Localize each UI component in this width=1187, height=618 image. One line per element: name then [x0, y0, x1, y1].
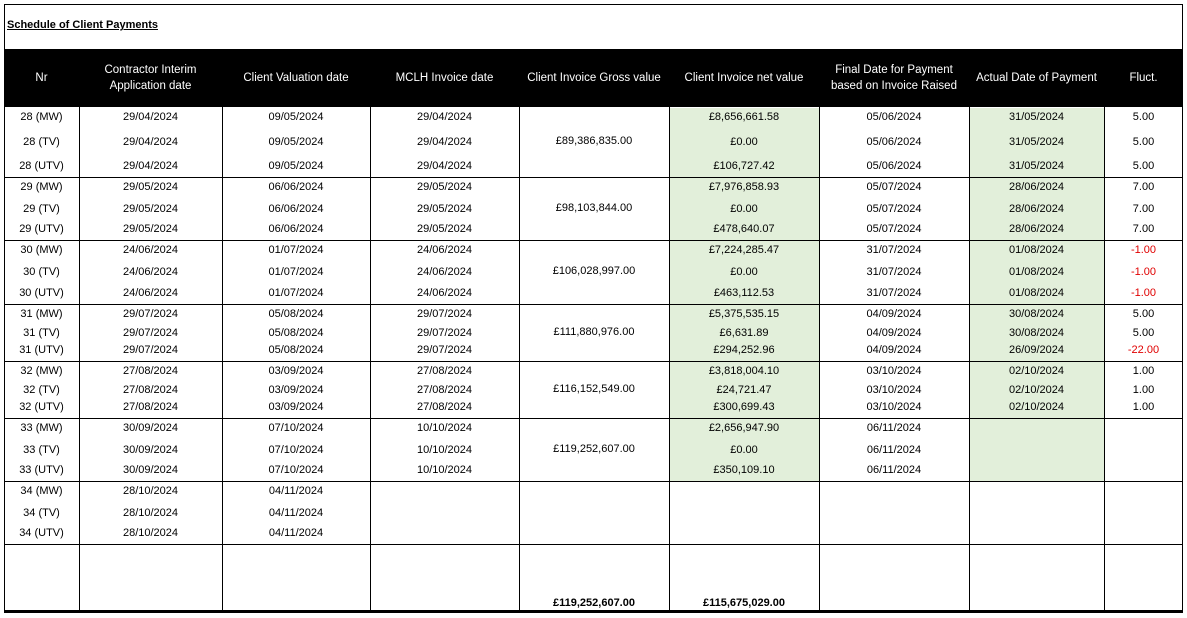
cell-net: £0.00	[730, 202, 758, 215]
cell-app: 29/04/2024	[122, 111, 179, 123]
cell-actual: 28/06/2024	[1008, 181, 1065, 193]
cell-final: 03/10/2024	[866, 401, 922, 413]
cell-final: 31/07/2024	[866, 287, 922, 299]
cell-val: 07/10/2024	[268, 422, 324, 434]
cell-nr: 33 (UTV)	[19, 464, 64, 476]
cell-net: £7,976,858.93	[708, 181, 780, 193]
cell-inv: 29/05/2024	[416, 181, 473, 193]
header-app: Contractor Interim Application date	[104, 64, 197, 92]
cell-fluct: 1.00	[1132, 365, 1155, 377]
cell-val: 03/09/2024	[268, 383, 324, 396]
cell-fluct: 5.00	[1132, 111, 1155, 123]
cell-val: 07/10/2024	[268, 464, 324, 476]
cell-fluct: 7.00	[1132, 202, 1155, 215]
cell-actual: 28/06/2024	[1008, 202, 1065, 215]
cell-fluct: 7.00	[1132, 181, 1155, 193]
row-divider	[4, 240, 1183, 241]
cell-val: 04/11/2024	[268, 485, 324, 497]
cell-net: £6,631.89	[719, 326, 769, 339]
cell-net: £2,656,947.90	[708, 422, 780, 434]
cell-inv: 29/05/2024	[416, 202, 473, 215]
cell-actual: 02/10/2024	[1008, 365, 1065, 377]
cell-nr: 30 (TV)	[23, 266, 60, 278]
cell-app: 27/08/2024	[122, 383, 179, 396]
cell-final: 05/07/2024	[866, 181, 922, 193]
cell-actual: 02/10/2024	[1008, 383, 1065, 396]
cell-fluct: 5.00	[1132, 160, 1155, 172]
cell-val: 01/07/2024	[268, 287, 324, 299]
cell-app: 27/08/2024	[122, 365, 179, 377]
total-gross: £119,252,607.00	[553, 597, 635, 609]
cell-nr: 28 (TV)	[23, 136, 60, 148]
cell-net: £3,818,004.10	[708, 365, 780, 377]
row-divider	[4, 304, 1183, 305]
cell-gross: £98,103,844.00	[555, 201, 633, 214]
cell-actual: 31/05/2024	[1008, 111, 1065, 123]
cell-net: £5,375,535.15	[708, 308, 780, 320]
cell-app: 29/07/2024	[122, 344, 179, 356]
cell-net: £24,721.47	[716, 383, 772, 396]
cell-actual: 30/08/2024	[1008, 308, 1065, 320]
cell-final: 31/07/2024	[866, 244, 922, 256]
header-net: Client Invoice net value	[684, 72, 804, 84]
cell-nr: 32 (TV)	[23, 383, 60, 396]
cell-app: 30/09/2024	[122, 464, 179, 476]
cell-nr: 33 (MW)	[20, 422, 63, 434]
total-net: £115,675,029.00	[703, 597, 785, 609]
cell-inv: 10/10/2024	[416, 464, 473, 476]
cell-val: 05/08/2024	[268, 308, 324, 320]
cell-app: 24/06/2024	[122, 287, 179, 299]
cell-final: 04/09/2024	[866, 308, 922, 320]
cell-app: 24/06/2024	[122, 244, 179, 256]
sheet-title: Schedule of Client Payments	[7, 19, 158, 31]
header-val: Client Valuation date	[243, 72, 349, 84]
table-bottom-rule	[4, 610, 1183, 612]
cell-nr: 32 (UTV)	[19, 401, 64, 413]
cell-gross: £89,386,835.00	[555, 135, 633, 147]
cell-inv: 27/08/2024	[416, 383, 473, 396]
cell-final: 04/09/2024	[866, 344, 922, 356]
cell-val: 09/05/2024	[268, 136, 324, 148]
cell-fluct: -1.00	[1130, 244, 1157, 256]
header-final: Final Date for Payment based on Invoice Raised	[831, 64, 957, 92]
cell-fluct: 1.00	[1132, 383, 1155, 396]
cell-fluct: 1.00	[1132, 401, 1155, 413]
cell-app: 29/07/2024	[122, 308, 179, 320]
cell-inv: 29/07/2024	[416, 308, 473, 320]
cell-app: 29/05/2024	[122, 223, 179, 235]
cell-app: 27/08/2024	[122, 401, 179, 413]
cell-net: £478,640.07	[713, 223, 775, 235]
header-inv: MCLH Invoice date	[395, 72, 494, 84]
cell-final: 03/10/2024	[866, 383, 922, 396]
cell-nr: 29 (UTV)	[19, 223, 64, 235]
cell-actual: 01/08/2024	[1008, 287, 1065, 299]
cell-val: 03/09/2024	[268, 401, 324, 413]
cell-net: £463,112.53	[713, 287, 775, 299]
cell-net: £7,224,285.47	[708, 244, 780, 256]
cell-actual: 01/08/2024	[1008, 244, 1065, 256]
cell-app: 28/10/2024	[122, 506, 179, 519]
cell-app: 30/09/2024	[122, 443, 179, 456]
cell-fluct: -22.00	[1127, 344, 1160, 356]
cell-fluct: 5.00	[1132, 326, 1155, 339]
cell-nr: 30 (UTV)	[19, 287, 64, 299]
cell-val: 04/11/2024	[268, 527, 324, 539]
cell-val: 09/05/2024	[268, 160, 324, 172]
row-divider	[4, 361, 1183, 362]
cell-fluct: -1.00	[1130, 266, 1157, 278]
cell-final: 06/11/2024	[866, 422, 922, 434]
cell-actual: 31/05/2024	[1008, 160, 1065, 172]
cell-nr: 34 (TV)	[23, 506, 60, 519]
cell-net: £350,109.10	[713, 464, 775, 476]
cell-nr: 34 (UTV)	[19, 527, 64, 539]
cell-nr: 31 (MW)	[20, 308, 63, 320]
cell-val: 03/09/2024	[268, 365, 324, 377]
cell-final: 05/06/2024	[866, 160, 922, 172]
cell-app: 24/06/2024	[122, 266, 179, 278]
cell-actual: 26/09/2024	[1008, 344, 1065, 356]
cell-fluct: 5.00	[1132, 308, 1155, 320]
cell-net: £0.00	[730, 266, 758, 278]
column-divider	[519, 107, 520, 613]
cell-nr: 28 (MW)	[20, 111, 63, 123]
cell-gross: £119,252,607.00	[553, 442, 635, 455]
cell-app: 28/10/2024	[122, 485, 179, 497]
cell-val: 06/06/2024	[268, 181, 324, 193]
cell-final: 06/11/2024	[866, 464, 922, 476]
cell-fluct: 5.00	[1132, 136, 1155, 148]
cell-net: £106,727.42	[713, 160, 775, 172]
cell-final: 05/07/2024	[866, 223, 922, 235]
cell-app: 29/05/2024	[122, 181, 179, 193]
cell-nr: 29 (TV)	[23, 202, 60, 215]
header-nr: Nr	[35, 72, 48, 84]
cell-nr: 31 (TV)	[23, 326, 60, 339]
cell-inv: 27/08/2024	[416, 401, 473, 413]
cell-actual: 02/10/2024	[1008, 401, 1065, 413]
cell-val: 01/07/2024	[268, 244, 324, 256]
cell-gross: £106,028,997.00	[552, 265, 636, 277]
cell-fluct: 7.00	[1132, 223, 1155, 235]
row-divider	[4, 481, 1183, 482]
cell-net: £0.00	[730, 443, 758, 456]
cell-val: 05/08/2024	[268, 344, 324, 356]
cell-inv: 29/04/2024	[416, 160, 473, 172]
cell-net: £0.00	[730, 136, 758, 148]
cell-inv: 24/06/2024	[416, 287, 473, 299]
cell-gross: £116,152,549.00	[553, 382, 635, 395]
cell-val: 09/05/2024	[268, 111, 324, 123]
cell-app: 29/04/2024	[122, 136, 179, 148]
cell-inv: 27/08/2024	[416, 365, 473, 377]
header-gross: Client Invoice Gross value	[527, 72, 661, 84]
cell-nr: 30 (MW)	[20, 244, 63, 256]
cell-actual: 28/06/2024	[1008, 223, 1065, 235]
cell-inv: 29/04/2024	[416, 136, 473, 148]
cell-inv: 10/10/2024	[416, 422, 473, 434]
cell-app: 28/10/2024	[122, 527, 179, 539]
cell-val: 06/06/2024	[268, 223, 324, 235]
cell-net: £294,252.96	[713, 344, 775, 356]
cell-val: 06/06/2024	[268, 202, 324, 215]
cell-inv: 29/04/2024	[416, 111, 473, 123]
cell-actual: 31/05/2024	[1008, 136, 1065, 148]
cell-val: 05/08/2024	[268, 326, 324, 339]
cell-nr: 33 (TV)	[23, 443, 60, 456]
cell-nr: 32 (MW)	[20, 365, 63, 377]
cell-inv: 29/07/2024	[416, 344, 473, 356]
cell-app: 30/09/2024	[122, 422, 179, 434]
cell-nr: 34 (MW)	[20, 485, 63, 497]
cell-fluct: -1.00	[1130, 287, 1157, 299]
row-divider	[4, 177, 1183, 178]
cell-app: 29/04/2024	[122, 160, 179, 172]
cell-net: £8,656,661.58	[708, 111, 780, 123]
cell-final: 05/06/2024	[866, 111, 922, 123]
cell-final: 05/07/2024	[866, 202, 922, 215]
cell-final: 06/11/2024	[866, 443, 922, 456]
cell-val: 04/11/2024	[268, 506, 324, 519]
cell-app: 29/07/2024	[122, 326, 179, 339]
cell-val: 01/07/2024	[268, 266, 324, 278]
cell-nr: 31 (UTV)	[19, 344, 64, 356]
cell-final: 31/07/2024	[866, 266, 922, 278]
cell-nr: 29 (MW)	[20, 181, 63, 193]
cell-inv: 29/05/2024	[416, 223, 473, 235]
cell-actual: 01/08/2024	[1008, 266, 1065, 278]
cell-actual: 30/08/2024	[1008, 326, 1065, 339]
cell-inv: 10/10/2024	[416, 443, 473, 456]
cell-net: £300,699.43	[713, 401, 775, 413]
cell-inv: 24/06/2024	[416, 244, 473, 256]
header-fluct: Fluct.	[1129, 72, 1158, 84]
row-divider	[4, 544, 1183, 545]
cell-inv: 24/06/2024	[416, 266, 473, 278]
cell-nr: 28 (UTV)	[19, 160, 64, 172]
cell-final: 05/06/2024	[866, 136, 922, 148]
header-actual: Actual Date of Payment	[976, 72, 1097, 84]
cell-app: 29/05/2024	[122, 202, 179, 215]
cell-final: 03/10/2024	[866, 365, 922, 377]
row-divider	[4, 418, 1183, 419]
cell-gross: £111,880,976.00	[553, 325, 635, 338]
cell-final: 04/09/2024	[866, 326, 922, 339]
cell-val: 07/10/2024	[268, 443, 324, 456]
cell-inv: 29/07/2024	[416, 326, 473, 339]
